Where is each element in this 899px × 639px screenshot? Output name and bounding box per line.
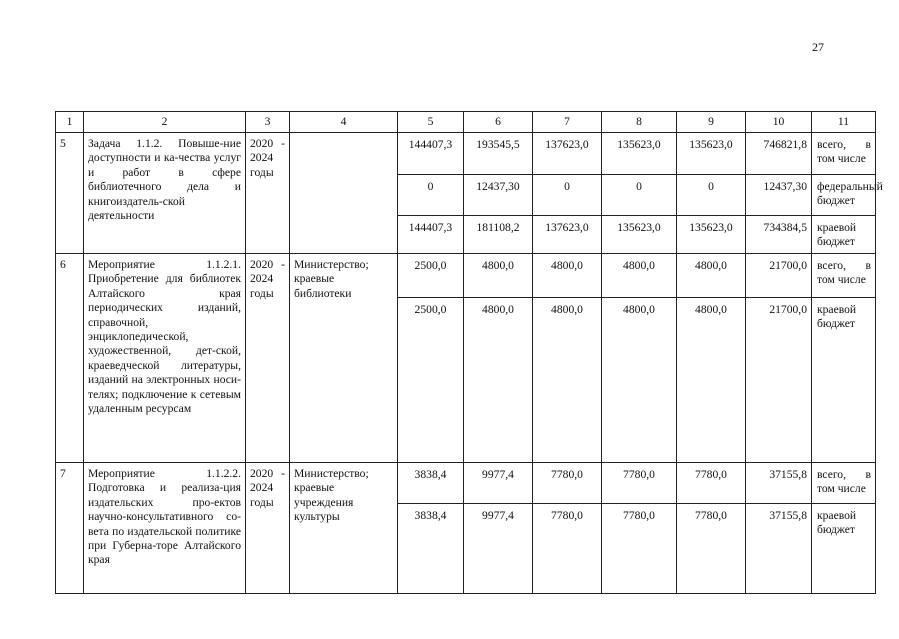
funding-source-label: всего, в том числе (817, 259, 871, 287)
row-years-cell: 2020 - 2024 годы (246, 463, 290, 594)
value-cell: 9977,4 (482, 468, 514, 481)
value-cell: 135623,0 (689, 138, 733, 151)
value-cell: 4800,0 (677, 297, 745, 462)
value-cell: 7780,0 (533, 503, 601, 593)
value-cell: 0 (398, 174, 463, 215)
value-cell: 7780,0 (551, 468, 583, 481)
row-executor-cell (290, 133, 398, 254)
value-cell: 2500,0 (398, 297, 463, 462)
value-cell: 7780,0 (602, 503, 676, 593)
value-column-cell (464, 254, 533, 463)
value-column-cell (602, 254, 677, 463)
funding-source-cell (812, 133, 883, 254)
value-cell: 37155,8 (746, 503, 811, 593)
value-cell: 734384,5 (746, 215, 811, 253)
column-header: 2 (84, 112, 246, 133)
column-header: 4 (290, 112, 398, 133)
value-column-cell (677, 133, 746, 254)
column-header: 3 (246, 112, 290, 133)
value-cell: 4800,0 (482, 259, 514, 272)
row-name-cell: Задача 1.1.2. Повыше-ние доступности и ка-чества услуг и работ в сфере библиотечного дела и книгоиздатель-ской деятельности (84, 133, 246, 254)
value-column-cell (398, 254, 464, 463)
value-column-cell (398, 133, 464, 254)
page-number: 27 (812, 40, 824, 54)
column-header: 11 (812, 112, 876, 133)
value-cell: 135623,0 (602, 215, 676, 253)
row-number-cell: 6 (56, 254, 84, 463)
row-executor-cell: Министерство; краевые учреждения культуры (290, 463, 398, 594)
value-column-cell (464, 463, 533, 594)
value-cell: 4800,0 (695, 259, 727, 272)
value-cell: 37155,8 (769, 468, 807, 481)
column-header: 5 (398, 112, 464, 133)
value-cell: 144407,3 (398, 215, 463, 253)
value-column-cell (533, 463, 602, 594)
budget-table (55, 111, 883, 594)
value-column-cell (533, 254, 602, 463)
value-column-cell (533, 133, 602, 254)
value-cell: 137623,0 (533, 215, 601, 253)
table-row (56, 463, 876, 594)
funding-source-label: краевой бюджет (812, 503, 875, 593)
value-cell: 12437,30 (464, 174, 532, 215)
funding-source-cell (812, 254, 876, 463)
value-cell: 181108,2 (464, 215, 532, 253)
row-executor-cell: Министерство; краевые библиотеки (290, 254, 398, 463)
value-column-cell (464, 133, 533, 254)
funding-source-cell (812, 463, 876, 594)
row-name-cell: Мероприятие 1.1.2.1. Приобретение для библиотек Алтайского края периодических изданий, справочной, энциклопедической, художественной, дет-ской, краеведческой литературы, изданий на электронных носи-телях; подключение к сетевым удаленным ресурсам (84, 254, 246, 463)
value-cell: 7780,0 (623, 468, 655, 481)
row-name-cell: Мероприятие 1.1.2.2. Подготовка и реализа-ция издательских про-ектов научно-консультативного со-вета по издательской политике при Губерна-торе Алтайского края (84, 463, 246, 594)
column-header: 10 (746, 112, 812, 133)
value-column-cell (602, 133, 677, 254)
column-header: 7 (533, 112, 602, 133)
value-cell: 746821,8 (763, 138, 807, 151)
column-header: 8 (602, 112, 677, 133)
table-row (56, 254, 876, 463)
value-cell: 3838,4 (414, 468, 447, 481)
value-cell: 0 (533, 174, 601, 215)
value-column-cell (677, 463, 746, 594)
value-cell: 4800,0 (464, 297, 532, 462)
value-cell: 7780,0 (677, 503, 745, 593)
row-number-cell: 7 (56, 463, 84, 594)
funding-source-label: краевой бюджет (812, 297, 875, 462)
value-cell: 3838,4 (398, 503, 463, 593)
value-cell: 0 (602, 174, 676, 215)
column-header: 6 (464, 112, 533, 133)
value-cell: 135623,0 (677, 215, 745, 253)
value-cell: 135623,0 (617, 138, 661, 151)
column-header: 9 (677, 112, 746, 133)
value-column-cell (746, 254, 812, 463)
column-header: 1 (56, 112, 84, 133)
value-cell: 0 (677, 174, 745, 215)
row-number-cell: 5 (56, 133, 84, 254)
value-column-cell (602, 463, 677, 594)
value-column-cell (746, 463, 812, 594)
value-cell: 21700,0 (746, 297, 811, 462)
row-years-cell: 2020 - 2024 годы (246, 254, 290, 463)
header-row (56, 112, 876, 133)
funding-source-label: краевой бюджет (812, 215, 875, 253)
funding-source-label: всего, в том числе (817, 468, 871, 496)
value-column-cell (677, 254, 746, 463)
table-row (56, 133, 876, 254)
value-cell: 12437,30 (746, 174, 811, 215)
value-cell: 2500,0 (414, 259, 447, 272)
value-cell: 9977,4 (464, 503, 532, 593)
value-cell: 4800,0 (533, 297, 601, 462)
value-cell: 193545,5 (476, 138, 520, 151)
value-cell: 21700,0 (769, 259, 807, 272)
row-years-cell: 2020 - 2024 годы (246, 133, 290, 254)
funding-source-label: всего, в том числе (817, 138, 871, 166)
value-cell: 4800,0 (551, 259, 583, 272)
value-column-cell (398, 463, 464, 594)
value-cell: 137623,0 (545, 138, 589, 151)
value-cell: 4800,0 (623, 259, 655, 272)
value-cell: 144407,3 (408, 138, 453, 151)
value-column-cell (746, 133, 812, 254)
funding-source-label: федеральный бюджет (812, 174, 875, 215)
value-cell: 4800,0 (602, 297, 676, 462)
value-cell: 7780,0 (695, 468, 727, 481)
